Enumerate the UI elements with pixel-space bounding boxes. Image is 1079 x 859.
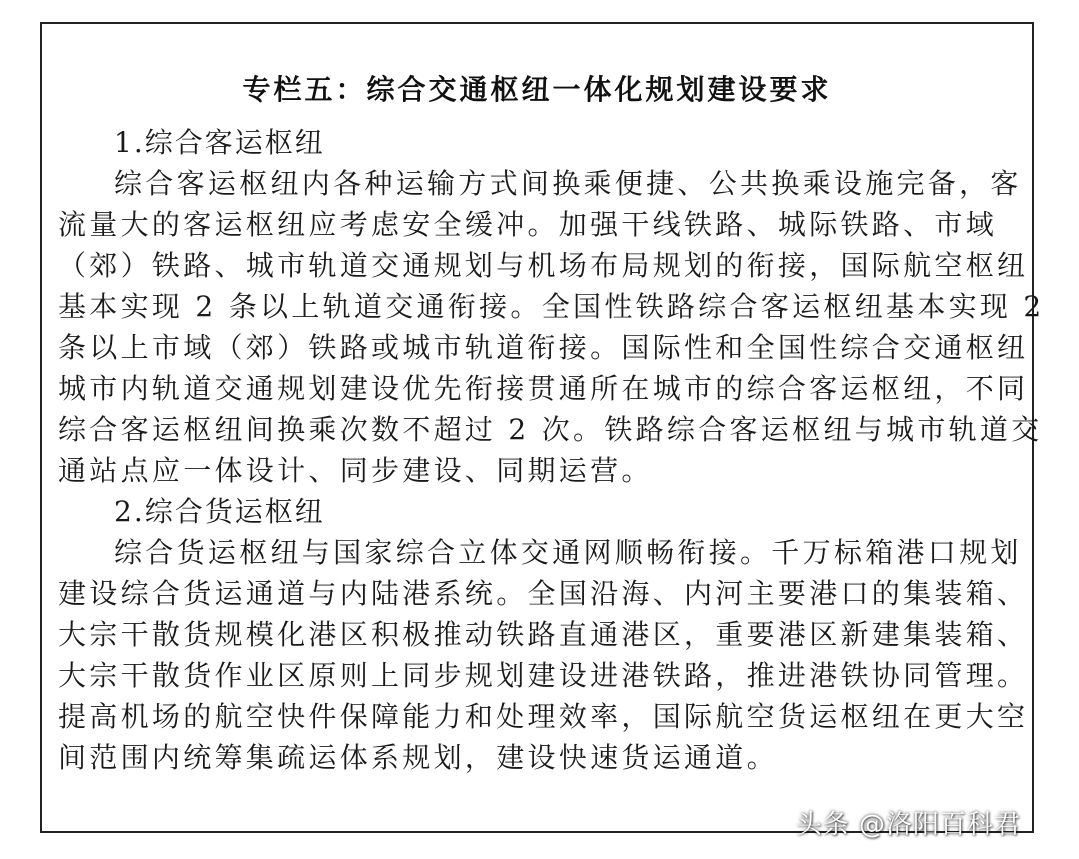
paragraph-line: 基本实现 2 条以上轨道交通衔接。全国性铁路综合客运枢纽基本实现 2 [58, 290, 1045, 323]
paragraph-line: 综合货运枢纽与国家综合立体交通网顺畅衔接。千万标箱港口规划 [114, 536, 1022, 569]
paragraph-line: 通站点应一体设计、同步建设、同期运营。 [58, 454, 653, 487]
column-body [58, 122, 1045, 778]
paragraph-line: 城市内轨道交通规划建设优先衔接贯通所在城市的综合客运枢纽，不同 [58, 372, 1029, 405]
paragraph-line: 综合客运枢纽间换乘次数不超过 2 次。铁路综合客运枢纽与城市轨道交 [58, 413, 1043, 446]
paragraph-line: 大宗干散货作业区原则上同步规划建设进港铁路，推进港铁协同管理。 [58, 659, 1029, 692]
paragraph-line: 条以上市域（郊）铁路或城市轨道衔接。国际性和全国性综合交通枢纽 [58, 331, 1029, 364]
paragraph-line: 流量大的客运枢纽应考虑安全缓冲。加强干线铁路、城际铁路、市域 [58, 208, 998, 241]
paragraph-line: 间范围内统筹集疏运体系规划，建设快速货运通道。 [58, 741, 778, 774]
column-title: 专栏五：综合交通枢纽一体化规划建设要求 [242, 73, 832, 106]
section-heading: 2.综合货运枢纽 [114, 495, 325, 528]
column-box [40, 22, 1045, 833]
paragraph-line: 建设综合货运通道与内陆港系统。全国沿海、内河主要港口的集装箱、 [58, 577, 1029, 610]
paragraph-line: 综合客运枢纽内各种运输方式间换乘便捷、公共换乘设施完备，客 [114, 167, 1022, 200]
section-heading: 1.综合客运枢纽 [114, 126, 325, 159]
paragraph-line: （郊）铁路、城市轨道交通规划与机场布局规划的衔接，国际航空枢纽 [58, 249, 1029, 282]
watermark-text: 头条 @洛阳百科君 [795, 810, 1021, 840]
paragraph-line: 提高机场的航空快件保障能力和处理效率，国际航空货运枢纽在更大空 [58, 700, 1029, 733]
paragraph-line: 大宗干散货规模化港区积极推动铁路直通港区，重要港区新建集装箱、 [58, 618, 1029, 651]
